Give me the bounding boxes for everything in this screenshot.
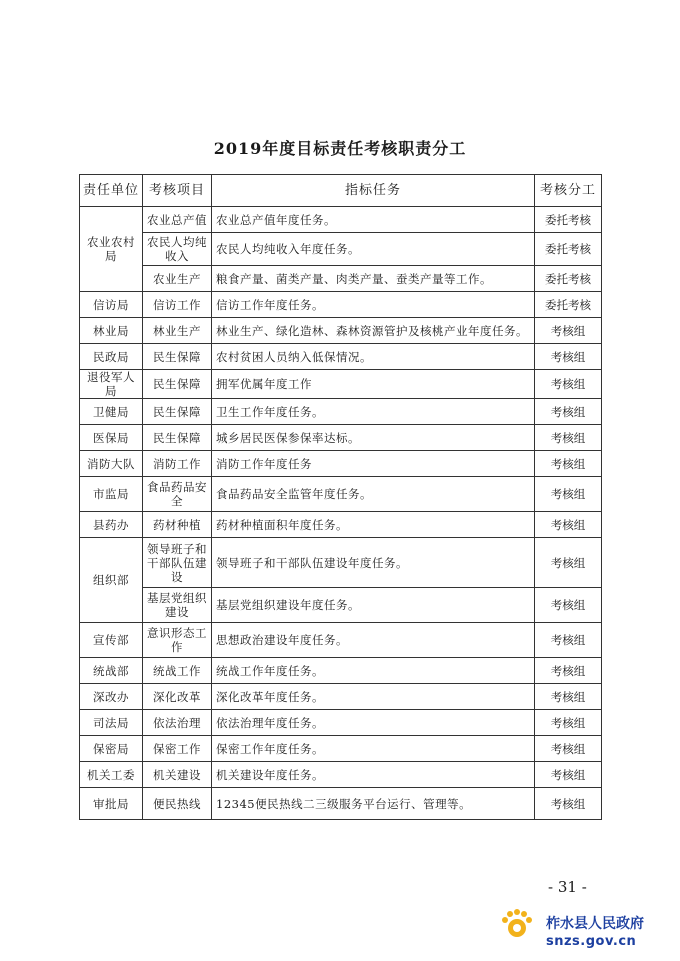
item-cell: 依法治理 [143, 710, 212, 736]
item-cell: 便民热线 [143, 788, 212, 820]
header-division: 考核分工 [535, 175, 602, 207]
unit-cell: 保密局 [80, 736, 143, 762]
division-cell: 委托考核 [535, 207, 602, 233]
task-cell: 农民人均纯收入年度任务。 [212, 233, 535, 266]
task-cell: 农村贫困人员纳入低保情况。 [212, 344, 535, 370]
task-cell: 12345便民热线二三级服务平台运行、管理等。 [212, 788, 535, 820]
table-row [80, 207, 602, 233]
item-cell: 信访工作 [143, 292, 212, 318]
item-cell: 保密工作 [143, 736, 212, 762]
task-cell: 领导班子和干部队伍建设年度任务。 [212, 538, 535, 588]
task-cell: 依法治理年度任务。 [212, 710, 535, 736]
table-row [80, 266, 602, 292]
item-cell: 民生保障 [143, 344, 212, 370]
task-cell: 思想政治建设年度任务。 [212, 623, 535, 658]
division-cell: 考核组 [535, 399, 602, 425]
unit-cell: 消防大队 [80, 451, 143, 477]
table-row [80, 736, 602, 762]
division-cell: 考核组 [535, 318, 602, 344]
item-cell: 统战工作 [143, 658, 212, 684]
unit-cell: 组织部 [80, 538, 143, 623]
table-row [80, 623, 602, 658]
task-cell: 食品药品安全监管年度任务。 [212, 477, 535, 512]
unit-cell: 民政局 [80, 344, 143, 370]
table-row [80, 399, 602, 425]
item-cell: 民生保障 [143, 399, 212, 425]
unit-cell: 县药办 [80, 512, 143, 538]
header-task: 指标任务 [212, 175, 535, 207]
table-row [80, 425, 602, 451]
table-row [80, 344, 602, 370]
unit-cell: 林业局 [80, 318, 143, 344]
division-cell: 考核组 [535, 512, 602, 538]
task-cell: 林业生产、绿化造林、森林资源管护及核桃产业年度任务。 [212, 318, 535, 344]
table-row [80, 710, 602, 736]
duty-table [79, 174, 602, 820]
division-cell: 考核组 [535, 588, 602, 623]
task-cell: 保密工作年度任务。 [212, 736, 535, 762]
division-cell: 考核组 [535, 370, 602, 399]
division-cell: 委托考核 [535, 266, 602, 292]
table-row [80, 658, 602, 684]
header-unit: 责任单位 [80, 175, 143, 207]
item-cell: 药材种植 [143, 512, 212, 538]
task-cell: 药材种植面积年度任务。 [212, 512, 535, 538]
unit-cell: 深改办 [80, 684, 143, 710]
table-row [80, 233, 602, 266]
unit-cell: 司法局 [80, 710, 143, 736]
unit-cell: 宣传部 [80, 623, 143, 658]
item-cell: 消防工作 [143, 451, 212, 477]
task-cell: 基层党组织建设年度任务。 [212, 588, 535, 623]
division-cell: 考核组 [535, 788, 602, 820]
division-cell: 考核组 [535, 477, 602, 512]
unit-cell: 农业农村局 [80, 207, 143, 292]
unit-cell: 机关工委 [80, 762, 143, 788]
item-cell: 深化改革 [143, 684, 212, 710]
site-domain: snzs.gov.cn [546, 934, 637, 949]
division-cell: 考核组 [535, 623, 602, 658]
table-row [80, 477, 602, 512]
task-cell: 拥军优属年度工作 [212, 370, 535, 399]
unit-cell: 审批局 [80, 788, 143, 820]
division-cell: 考核组 [535, 736, 602, 762]
task-cell: 粮食产量、菌类产量、肉类产量、蚕类产量等工作。 [212, 266, 535, 292]
unit-cell: 卫健局 [80, 399, 143, 425]
item-cell: 农业总产值 [143, 207, 212, 233]
table-row [80, 762, 602, 788]
government-logo-icon [500, 908, 534, 942]
unit-cell: 统战部 [80, 658, 143, 684]
item-cell: 机关建设 [143, 762, 212, 788]
table-row [80, 588, 602, 623]
task-cell: 深化改革年度任务。 [212, 684, 535, 710]
item-cell: 领导班子和干部队伍建设 [143, 538, 212, 588]
division-cell: 考核组 [535, 451, 602, 477]
task-cell: 信访工作年度任务。 [212, 292, 535, 318]
division-cell: 考核组 [535, 425, 602, 451]
unit-cell: 退役军人局 [80, 370, 143, 399]
item-cell: 食品药品安全 [143, 477, 212, 512]
table-row [80, 512, 602, 538]
document-title: 2019年度目标责任考核职责分工 [213, 139, 467, 158]
division-cell: 考核组 [535, 344, 602, 370]
division-cell: 考核组 [535, 710, 602, 736]
table-row [80, 318, 602, 344]
table-row [80, 451, 602, 477]
item-cell: 民生保障 [143, 425, 212, 451]
division-cell: 考核组 [535, 684, 602, 710]
task-cell: 机关建设年度任务。 [212, 762, 535, 788]
table-row [80, 684, 602, 710]
task-cell: 统战工作年度任务。 [212, 658, 535, 684]
table-row [80, 788, 602, 820]
table-row [80, 370, 602, 399]
unit-cell: 市监局 [80, 477, 143, 512]
site-name: 柞水县人民政府 [546, 916, 644, 932]
item-cell: 林业生产 [143, 318, 212, 344]
table-header-row [80, 175, 602, 207]
division-cell: 委托考核 [535, 233, 602, 266]
task-cell: 农业总产值年度任务。 [212, 207, 535, 233]
page-number: - 31 - [548, 878, 587, 896]
item-cell: 意识形态工作 [143, 623, 212, 658]
division-cell: 考核组 [535, 762, 602, 788]
table-row [80, 538, 602, 588]
table-row [80, 292, 602, 318]
header-item: 考核项目 [143, 175, 212, 207]
item-cell: 基层党组织建设 [143, 588, 212, 623]
task-cell: 城乡居民医保参保率达标。 [212, 425, 535, 451]
unit-cell: 信访局 [80, 292, 143, 318]
division-cell: 委托考核 [535, 292, 602, 318]
item-cell: 民生保障 [143, 370, 212, 399]
division-cell: 考核组 [535, 658, 602, 684]
item-cell: 农业生产 [143, 266, 212, 292]
unit-cell: 医保局 [80, 425, 143, 451]
division-cell: 考核组 [535, 538, 602, 588]
item-cell: 农民人均纯收入 [143, 233, 212, 266]
task-cell: 卫生工作年度任务。 [212, 399, 535, 425]
task-cell: 消防工作年度任务 [212, 451, 535, 477]
